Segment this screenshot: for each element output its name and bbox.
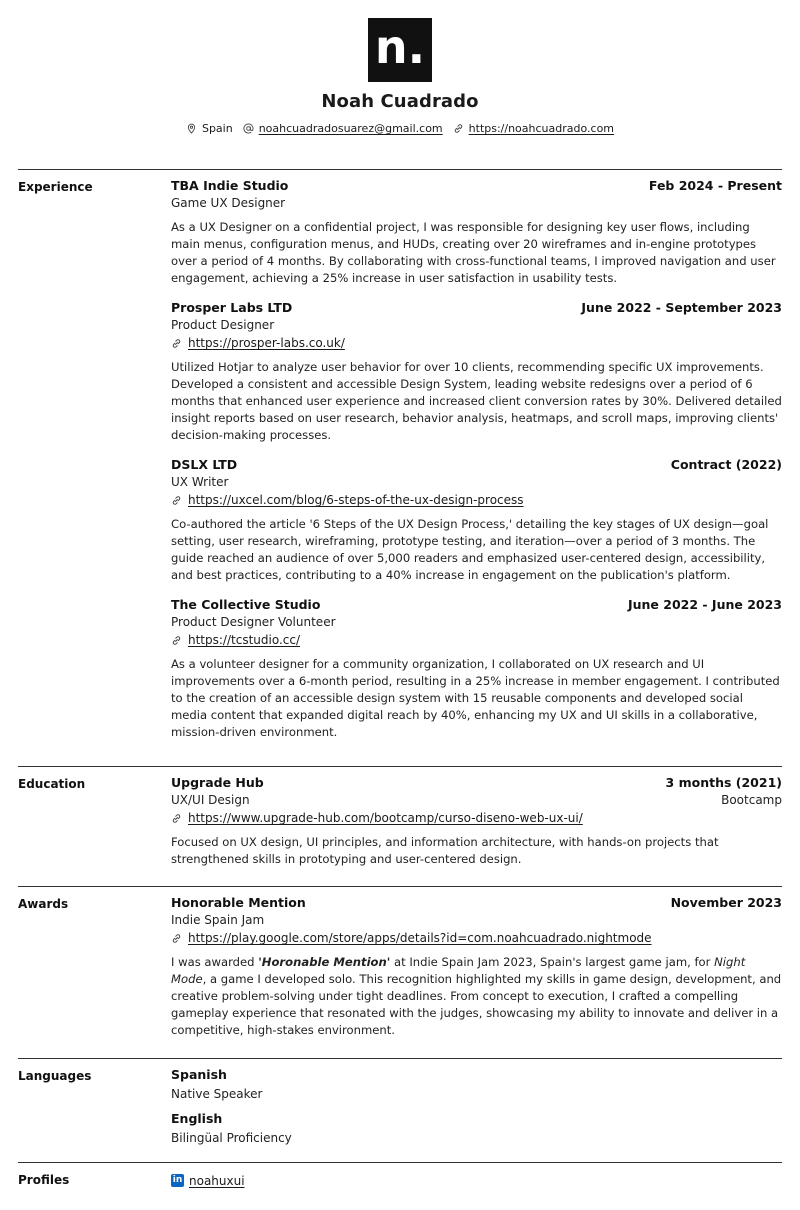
url-row <box>171 493 782 507</box>
section-label-education: Education <box>18 777 86 791</box>
desc-text: at Indie Spain Jam 2023, Spain's largest game jam, for <box>390 955 715 969</box>
email-link[interactable]: noahcuadradosuarez@gmail.com <box>258 122 443 135</box>
experience-entry <box>171 178 782 287</box>
game-name-emphasis: Night Mode <box>171 955 746 986</box>
language-item <box>171 1111 782 1145</box>
url-row <box>171 811 782 825</box>
profiles-section <box>18 1162 782 1188</box>
at-sign-icon <box>243 123 254 134</box>
link-icon <box>171 338 182 349</box>
description: As a UX Designer on a confidential project, I was responsible for designing key user flows, including main menus, configuration menus, and HUDs, creating over 20 wireframes and in-engine prototypes over a period of 4 months. By collaborating with cross-functional teams, I improved navigation and user engagement, achieving a 25% increase in user satisfaction in usability tests. <box>171 220 776 285</box>
language-level: Bilingüal Proficiency <box>171 1131 292 1145</box>
language-name: Spanish <box>171 1067 227 1082</box>
role-title: UX Writer <box>171 475 229 489</box>
date-range: June 2022 - June 2023 <box>627 597 782 612</box>
link-icon <box>171 635 182 646</box>
education-entry <box>171 775 782 868</box>
company-name: TBA Indie Studio <box>171 178 289 193</box>
company-name: DSLX LTD <box>171 457 238 472</box>
awards-section <box>18 886 782 1037</box>
candidate-name: Noah Cuadrado <box>321 91 479 112</box>
description: Utilized Hotjar to analyze user behavior for over 10 clients, recommending specific UX improvements. Developed a consistent and accessible Design System, leading website redesigns over a period of 6 months that enhanced user experience and increased client conversion rates by 30%. Delivered detailed insight reports based on user research, behavior analysis, heatmaps, and scroll maps, improving clients' decision-making processes. <box>171 360 782 442</box>
contact-row <box>0 122 800 135</box>
role-title: Game UX Designer <box>171 196 286 210</box>
section-label-languages: Languages <box>18 1069 92 1083</box>
link-icon <box>171 933 182 944</box>
school-url[interactable]: https://www.upgrade-hub.com/bootcamp/curso-diseno-web-ux-ui/ <box>188 811 583 825</box>
role-title: Product Designer Volunteer <box>171 615 336 629</box>
experience-entry <box>171 457 782 584</box>
program-type: Bootcamp <box>721 793 782 807</box>
linkedin-link[interactable]: noahuxui <box>189 1173 245 1188</box>
section-label-experience: Experience <box>18 180 93 194</box>
language-item <box>171 1067 782 1101</box>
company-name: Prosper Labs LTD <box>171 300 293 315</box>
language-name: English <box>171 1111 223 1126</box>
languages-list <box>171 1067 782 1145</box>
location-text: Spain <box>201 122 233 135</box>
languages-section <box>18 1058 782 1145</box>
program-name: UX/UI Design <box>171 793 250 807</box>
experience-section <box>18 169 782 739</box>
url-row <box>171 931 782 945</box>
company-url[interactable]: https://uxcel.com/blog/6-steps-of-the-ux-design-process <box>188 493 524 507</box>
award-entry <box>171 895 782 1039</box>
description: Focused on UX design, UI principles, and information architecture, with hands-on projects that strengthened skills in prototyping and user-centered design. <box>171 835 719 866</box>
website-item[interactable] <box>453 122 614 135</box>
linkedin-profile[interactable] <box>171 1174 245 1188</box>
award-url[interactable]: https://play.google.com/store/apps/details?id=com.noahcuadrado.nightmode <box>188 931 652 945</box>
education-section <box>18 766 782 866</box>
experience-entry <box>171 597 782 741</box>
description <box>171 954 782 1039</box>
desc-text: I was awarded <box>171 955 259 969</box>
role-title: Product Designer <box>171 318 275 332</box>
location-item <box>186 122 233 135</box>
section-label-profiles: Profiles <box>18 1173 70 1187</box>
company-url[interactable]: https://prosper-labs.co.uk/ <box>188 336 345 350</box>
section-label-awards: Awards <box>18 897 69 911</box>
logo <box>368 18 432 82</box>
description: Co-authored the article '6 Steps of the UX Design Process,' detailing the key stages of UX design—goal setting, user research, wireframing, prototype testing, and iteration—over a period of 3 months. The guide reached an audience of over 5,000 readers and emphasized user-centered design, accessibility, and best practices, contributing to a 40% increase in engagement on the publication's platform. <box>171 517 769 582</box>
award-name-emphasis: 'Horonable Mention' <box>258 955 391 969</box>
date-range: Feb 2024 - Present <box>648 178 782 193</box>
school-name: Upgrade Hub <box>171 775 264 790</box>
award-title: Honorable Mention <box>171 895 306 910</box>
date-range: Contract (2022) <box>670 457 782 472</box>
company-name: The Collective Studio <box>171 597 321 612</box>
experience-entry <box>171 300 782 444</box>
award-date: November 2023 <box>670 895 782 910</box>
url-row <box>171 633 782 647</box>
logo-text: n. <box>374 20 426 74</box>
date-range: June 2022 - September 2023 <box>581 300 782 315</box>
linkedin-icon: in <box>172 1175 183 1185</box>
url-row <box>171 336 782 350</box>
company-url[interactable]: https://tcstudio.cc/ <box>188 633 301 647</box>
language-level: Native Speaker <box>171 1087 263 1101</box>
email-item[interactable] <box>243 122 443 135</box>
link-icon <box>171 495 182 506</box>
website-link[interactable]: https://noahcuadrado.com <box>468 122 615 135</box>
experience-list <box>171 178 782 754</box>
profiles-list <box>171 1171 782 1188</box>
map-pin-icon <box>186 123 197 134</box>
resume-header <box>0 18 800 135</box>
description: As a volunteer designer for a community organization, I collaborated on UX research and UI improvements over a 6-month period, resulting in a 25% increase in member engagement. I contributed to the creation of an accessible design system with 15 reusable components and developed social media content that expanded digital reach by 40%, enhancing my UX and UI skills in a collaborative, mission-driven environment. <box>171 657 780 739</box>
link-icon <box>171 813 182 824</box>
date-range: 3 months (2021) <box>665 775 782 790</box>
award-event: Indie Spain Jam <box>171 913 265 927</box>
desc-text: , a game I developed solo. This recognition highlighted my skills in game design, development, and creative problem-solving under tight deadlines. From concept to execution, I crafted a compelling gameplay experience that resonated with the judges, showcasing my ability to innovate and deliver in a competitive, high-stakes environment. <box>171 972 782 1037</box>
link-icon <box>453 123 464 134</box>
